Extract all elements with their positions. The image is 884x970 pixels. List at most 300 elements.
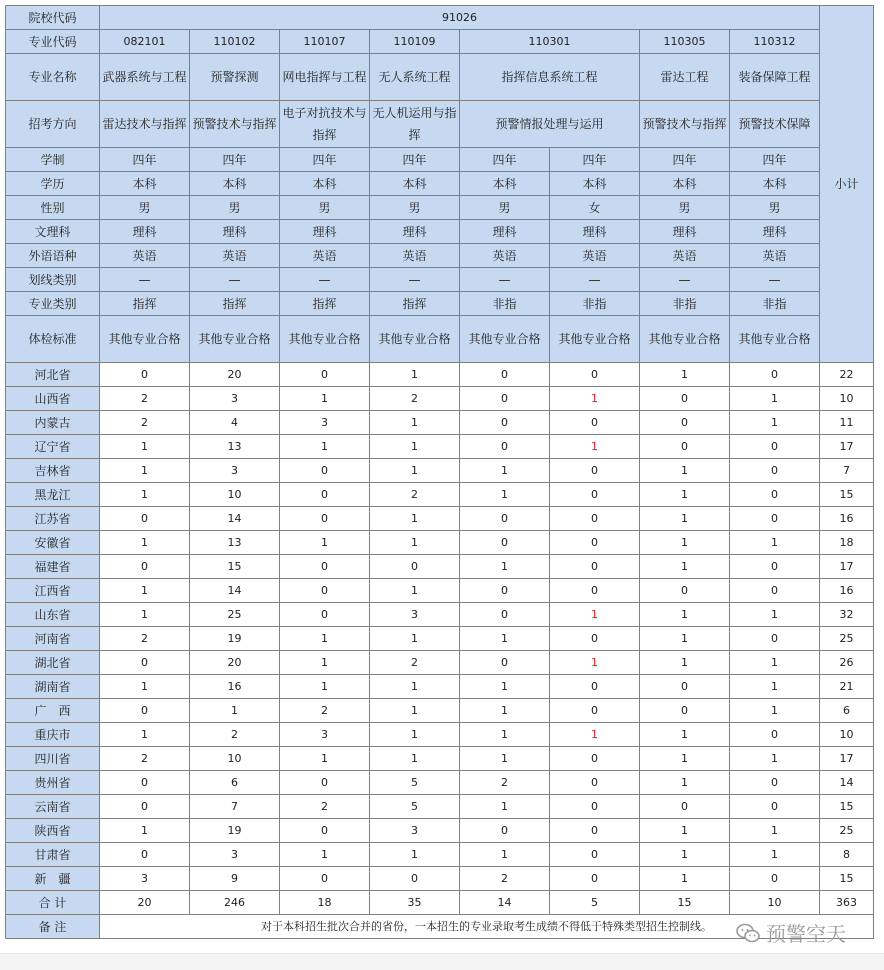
major-code-cell: 110102	[190, 30, 280, 54]
direction-cell: 预警技术保障	[730, 101, 820, 148]
province-subtotal: 17	[820, 435, 874, 459]
quota-cell: 1	[460, 555, 550, 579]
stream-row	[6, 220, 874, 244]
degree-label: 学历	[6, 172, 100, 196]
duration-cell: 四年	[280, 148, 370, 172]
major-type-cell: 非指	[550, 292, 640, 316]
province-subtotal: 14	[820, 771, 874, 795]
quota-cell: 0	[280, 579, 370, 603]
quota-cell: 2	[100, 411, 190, 435]
physical-cell: 其他专业合格	[100, 316, 190, 363]
school-code-label: 院校代码	[6, 6, 100, 30]
quota-cell: 1	[280, 435, 370, 459]
quota-cell: 0	[460, 531, 550, 555]
quota-cell: 0	[460, 603, 550, 627]
gender-cell: 男	[190, 196, 280, 220]
table-row	[6, 483, 874, 507]
province-label: 陕西省	[6, 819, 100, 843]
province-label: 吉林省	[6, 459, 100, 483]
admission-plan-table	[5, 5, 874, 939]
gender-cell: 女	[550, 196, 640, 220]
province-subtotal: 18	[820, 531, 874, 555]
physical-cell: 其他专业合格	[370, 316, 460, 363]
quota-cell: 1	[640, 483, 730, 507]
line-type-cell: —	[550, 268, 640, 292]
quota-cell: 7	[190, 795, 280, 819]
quota-cell: 1	[730, 603, 820, 627]
quota-cell: 1	[280, 387, 370, 411]
province-subtotal: 6	[820, 699, 874, 723]
quota-cell: 1	[640, 747, 730, 771]
major-code-cell: 082101	[100, 30, 190, 54]
quota-cell: 0	[460, 651, 550, 675]
province-subtotal: 11	[820, 411, 874, 435]
quota-cell: 1	[730, 819, 820, 843]
quota-cell: 0	[550, 627, 640, 651]
province-subtotal: 8	[820, 843, 874, 867]
line-type-cell: —	[370, 268, 460, 292]
province-rows	[6, 363, 874, 891]
quota-cell: 3	[190, 387, 280, 411]
degree-cell: 本科	[190, 172, 280, 196]
quota-cell: 1	[370, 579, 460, 603]
quota-cell: 16	[190, 675, 280, 699]
quota-cell: 20	[190, 651, 280, 675]
quota-cell: 0	[550, 483, 640, 507]
quota-cell: 3	[190, 843, 280, 867]
remarks-label: 备 注	[6, 915, 100, 939]
degree-cell: 本科	[280, 172, 370, 196]
quota-cell: 2	[100, 387, 190, 411]
quota-cell: 0	[640, 675, 730, 699]
line-type-cell: —	[640, 268, 730, 292]
quota-cell: 1	[640, 459, 730, 483]
quota-cell: 0	[730, 507, 820, 531]
quota-cell: 2	[370, 483, 460, 507]
table-row	[6, 387, 874, 411]
province-label: 辽宁省	[6, 435, 100, 459]
quota-cell: 1	[730, 387, 820, 411]
school-code-row	[6, 6, 874, 30]
quota-cell: 1	[460, 627, 550, 651]
quota-cell: 1	[460, 723, 550, 747]
physical-label: 体检标准	[6, 316, 100, 363]
quota-cell: 1	[640, 531, 730, 555]
duration-cell: 四年	[100, 148, 190, 172]
province-label: 河北省	[6, 363, 100, 387]
stream-cell: 理科	[730, 220, 820, 244]
province-label: 江西省	[6, 579, 100, 603]
quota-cell: 1	[730, 699, 820, 723]
quota-cell: 2	[280, 795, 370, 819]
quota-cell: 1	[640, 867, 730, 891]
quota-cell: 1	[640, 819, 730, 843]
major-type-cell: 非指	[640, 292, 730, 316]
direction-row	[6, 101, 874, 148]
quota-cell: 0	[280, 483, 370, 507]
province-label: 江苏省	[6, 507, 100, 531]
province-subtotal: 7	[820, 459, 874, 483]
major-name-label: 专业名称	[6, 54, 100, 101]
quota-cell: 1	[100, 483, 190, 507]
language-cell: 英语	[550, 244, 640, 268]
major-name-cell: 雷达工程	[640, 54, 730, 101]
quota-cell: 0	[280, 507, 370, 531]
quota-cell: 1	[730, 747, 820, 771]
province-subtotal: 15	[820, 867, 874, 891]
table-row	[6, 507, 874, 531]
language-row	[6, 244, 874, 268]
major-code-cell: 110109	[370, 30, 460, 54]
province-subtotal: 17	[820, 747, 874, 771]
stream-cell: 理科	[640, 220, 730, 244]
quota-cell: 1	[100, 531, 190, 555]
major-type-cell: 指挥	[370, 292, 460, 316]
major-type-label: 专业类别	[6, 292, 100, 316]
quota-cell: 0	[730, 555, 820, 579]
major-type-cell: 指挥	[280, 292, 370, 316]
quota-cell: 0	[730, 459, 820, 483]
province-label: 安徽省	[6, 531, 100, 555]
direction-cell: 预警情报处理与运用	[460, 101, 640, 148]
quota-cell: 1	[460, 675, 550, 699]
quota-cell: 0	[280, 459, 370, 483]
major-code-cell: 110305	[640, 30, 730, 54]
quota-cell: 0	[550, 459, 640, 483]
grand-total: 363	[820, 891, 874, 915]
quota-cell: 0	[730, 627, 820, 651]
bottom-bar	[0, 953, 884, 970]
major-code-label: 专业代码	[6, 30, 100, 54]
table-row	[6, 603, 874, 627]
gender-cell: 男	[640, 196, 730, 220]
language-cell: 英语	[370, 244, 460, 268]
wechat-icon	[736, 923, 760, 943]
line-type-cell: —	[190, 268, 280, 292]
total-row	[6, 891, 874, 915]
quota-cell: 0	[550, 555, 640, 579]
quota-cell: 1	[640, 723, 730, 747]
province-label: 内蒙古	[6, 411, 100, 435]
total-cell: 5	[550, 891, 640, 915]
quota-cell: 1	[730, 843, 820, 867]
quota-cell: 0	[550, 771, 640, 795]
table-row	[6, 867, 874, 891]
province-label: 山东省	[6, 603, 100, 627]
stream-label: 文理科	[6, 220, 100, 244]
total-cell: 18	[280, 891, 370, 915]
quota-cell: 0	[640, 411, 730, 435]
quota-cell: 0	[550, 795, 640, 819]
quota-cell: 0	[730, 483, 820, 507]
province-label: 湖南省	[6, 675, 100, 699]
language-label: 外语语种	[6, 244, 100, 268]
table-row	[6, 843, 874, 867]
line-type-cell: —	[460, 268, 550, 292]
quota-cell: 0	[550, 747, 640, 771]
province-subtotal: 32	[820, 603, 874, 627]
quota-cell: 10	[190, 483, 280, 507]
quota-cell: 0	[100, 699, 190, 723]
quota-cell: 0	[460, 435, 550, 459]
quota-cell: 3	[190, 459, 280, 483]
table-row	[6, 675, 874, 699]
language-cell: 英语	[280, 244, 370, 268]
quota-cell: 6	[190, 771, 280, 795]
quota-cell: 1	[370, 723, 460, 747]
major-name-row	[6, 54, 874, 101]
quota-cell: 1	[730, 411, 820, 435]
province-subtotal: 15	[820, 483, 874, 507]
watermark	[736, 918, 846, 947]
quota-cell: 0	[100, 555, 190, 579]
quota-cell: 1	[550, 603, 640, 627]
gender-label: 性别	[6, 196, 100, 220]
province-label: 甘肃省	[6, 843, 100, 867]
province-subtotal: 10	[820, 723, 874, 747]
quota-cell: 0	[730, 867, 820, 891]
major-name-cell: 指挥信息系统工程	[460, 54, 640, 101]
major-type-row	[6, 292, 874, 316]
table-row	[6, 435, 874, 459]
table-row	[6, 363, 874, 387]
direction-label: 招考方向	[6, 101, 100, 148]
major-name-cell: 网电指挥与工程	[280, 54, 370, 101]
quota-cell: 1	[460, 699, 550, 723]
quota-cell: 0	[280, 555, 370, 579]
quota-cell: 0	[100, 507, 190, 531]
stream-cell: 理科	[460, 220, 550, 244]
quota-cell: 0	[280, 771, 370, 795]
total-cell: 15	[640, 891, 730, 915]
quota-cell: 0	[730, 435, 820, 459]
language-cell: 英语	[190, 244, 280, 268]
watermark-text: 预警空天	[766, 922, 846, 946]
stream-cell: 理科	[190, 220, 280, 244]
quota-cell: 1	[370, 747, 460, 771]
quota-cell: 1	[370, 459, 460, 483]
quota-cell: 1	[190, 699, 280, 723]
degree-cell: 本科	[640, 172, 730, 196]
gender-cell: 男	[730, 196, 820, 220]
province-label: 新 疆	[6, 867, 100, 891]
province-label: 湖北省	[6, 651, 100, 675]
quota-cell: 0	[640, 387, 730, 411]
quota-cell: 1	[370, 627, 460, 651]
subtotal-header: 小计	[820, 6, 874, 363]
quota-cell: 0	[640, 699, 730, 723]
total-cell: 10	[730, 891, 820, 915]
quota-cell: 1	[460, 483, 550, 507]
degree-cell: 本科	[370, 172, 460, 196]
quota-cell: 0	[730, 363, 820, 387]
table-row	[6, 579, 874, 603]
quota-cell: 0	[730, 723, 820, 747]
quota-cell: 0	[280, 867, 370, 891]
table-row	[6, 699, 874, 723]
quota-cell: 1	[100, 603, 190, 627]
quota-cell: 1	[640, 651, 730, 675]
major-type-cell: 非指	[730, 292, 820, 316]
quota-cell: 1	[550, 723, 640, 747]
quota-cell: 0	[550, 531, 640, 555]
quota-cell: 3	[370, 819, 460, 843]
language-cell: 英语	[640, 244, 730, 268]
total-cell: 20	[100, 891, 190, 915]
province-subtotal: 16	[820, 579, 874, 603]
quota-cell: 1	[370, 699, 460, 723]
quota-cell: 1	[550, 435, 640, 459]
degree-cell: 本科	[550, 172, 640, 196]
physical-cell: 其他专业合格	[730, 316, 820, 363]
table-row	[6, 723, 874, 747]
duration-cell: 四年	[640, 148, 730, 172]
table-row	[6, 747, 874, 771]
quota-cell: 0	[280, 603, 370, 627]
quota-cell: 1	[280, 843, 370, 867]
quota-cell: 0	[460, 819, 550, 843]
degree-cell: 本科	[730, 172, 820, 196]
school-code-value: 91026	[100, 6, 820, 30]
line-type-label: 划线类别	[6, 268, 100, 292]
quota-cell: 2	[190, 723, 280, 747]
quota-cell: 1	[280, 531, 370, 555]
duration-cell: 四年	[550, 148, 640, 172]
quota-cell: 0	[550, 867, 640, 891]
province-subtotal: 22	[820, 363, 874, 387]
quota-cell: 1	[370, 675, 460, 699]
major-code-cell: 110107	[280, 30, 370, 54]
province-subtotal: 25	[820, 819, 874, 843]
direction-cell: 电子对抗技术与指挥	[280, 101, 370, 148]
quota-cell: 4	[190, 411, 280, 435]
quota-cell: 1	[370, 435, 460, 459]
stream-cell: 理科	[370, 220, 460, 244]
total-cell: 14	[460, 891, 550, 915]
quota-cell: 0	[100, 843, 190, 867]
quota-cell: 0	[550, 843, 640, 867]
quota-cell: 5	[370, 771, 460, 795]
quota-cell: 1	[730, 531, 820, 555]
quota-cell: 13	[190, 531, 280, 555]
quota-cell: 1	[640, 843, 730, 867]
table-row	[6, 555, 874, 579]
direction-cell: 雷达技术与指挥	[100, 101, 190, 148]
quota-cell: 0	[280, 819, 370, 843]
physical-cell: 其他专业合格	[640, 316, 730, 363]
gender-cell: 男	[280, 196, 370, 220]
degree-cell: 本科	[460, 172, 550, 196]
quota-cell: 0	[100, 795, 190, 819]
table-row	[6, 771, 874, 795]
quota-cell: 1	[730, 651, 820, 675]
quota-cell: 1	[100, 675, 190, 699]
quota-cell: 0	[550, 699, 640, 723]
quota-cell: 1	[100, 819, 190, 843]
direction-cell: 预警技术与指挥	[640, 101, 730, 148]
stream-cell: 理科	[100, 220, 190, 244]
quota-cell: 0	[550, 675, 640, 699]
quota-cell: 1	[100, 435, 190, 459]
quota-cell: 0	[100, 651, 190, 675]
stream-cell: 理科	[550, 220, 640, 244]
quota-cell: 1	[460, 795, 550, 819]
quota-cell: 0	[280, 363, 370, 387]
table-row	[6, 795, 874, 819]
major-type-cell: 指挥	[100, 292, 190, 316]
total-label: 合 计	[6, 891, 100, 915]
quota-cell: 1	[640, 555, 730, 579]
gender-cell: 男	[460, 196, 550, 220]
language-cell: 英语	[100, 244, 190, 268]
line-type-cell: —	[100, 268, 190, 292]
quota-cell: 1	[100, 459, 190, 483]
province-label: 四川省	[6, 747, 100, 771]
table-row	[6, 459, 874, 483]
quota-cell: 0	[730, 771, 820, 795]
quota-cell: 1	[460, 747, 550, 771]
major-name-cell: 无人系统工程	[370, 54, 460, 101]
quota-cell: 0	[460, 387, 550, 411]
line-type-cell: —	[280, 268, 370, 292]
quota-cell: 2	[370, 651, 460, 675]
quota-cell: 9	[190, 867, 280, 891]
quota-cell: 1	[280, 651, 370, 675]
quota-cell: 0	[550, 579, 640, 603]
quota-cell: 1	[280, 675, 370, 699]
physical-cell: 其他专业合格	[460, 316, 550, 363]
direction-cell: 无人机运用与指挥	[370, 101, 460, 148]
total-cell: 35	[370, 891, 460, 915]
quota-cell: 0	[460, 579, 550, 603]
quota-cell: 1	[640, 627, 730, 651]
quota-cell: 19	[190, 627, 280, 651]
province-label: 福建省	[6, 555, 100, 579]
major-name-cell: 预警探测	[190, 54, 280, 101]
major-name-cell: 武器系统与工程	[100, 54, 190, 101]
physical-cell: 其他专业合格	[550, 316, 640, 363]
quota-cell: 1	[370, 411, 460, 435]
quota-cell: 19	[190, 819, 280, 843]
quota-cell: 0	[550, 411, 640, 435]
province-subtotal: 25	[820, 627, 874, 651]
quota-cell: 0	[460, 411, 550, 435]
table-row	[6, 627, 874, 651]
duration-cell: 四年	[190, 148, 280, 172]
quota-cell: 3	[100, 867, 190, 891]
table-row	[6, 411, 874, 435]
quota-cell: 1	[640, 363, 730, 387]
table-row	[6, 651, 874, 675]
province-label: 黑龙江	[6, 483, 100, 507]
quota-cell: 1	[100, 723, 190, 747]
province-label: 广 西	[6, 699, 100, 723]
quota-cell: 25	[190, 603, 280, 627]
province-label: 河南省	[6, 627, 100, 651]
quota-cell: 1	[370, 363, 460, 387]
quota-cell: 1	[460, 459, 550, 483]
province-subtotal: 15	[820, 795, 874, 819]
line-type-row	[6, 268, 874, 292]
quota-cell: 2	[100, 747, 190, 771]
duration-cell: 四年	[460, 148, 550, 172]
gender-row	[6, 196, 874, 220]
gender-cell: 男	[370, 196, 460, 220]
major-type-cell: 非指	[460, 292, 550, 316]
quota-cell: 1	[370, 843, 460, 867]
quota-cell: 1	[550, 651, 640, 675]
quota-cell: 3	[280, 723, 370, 747]
